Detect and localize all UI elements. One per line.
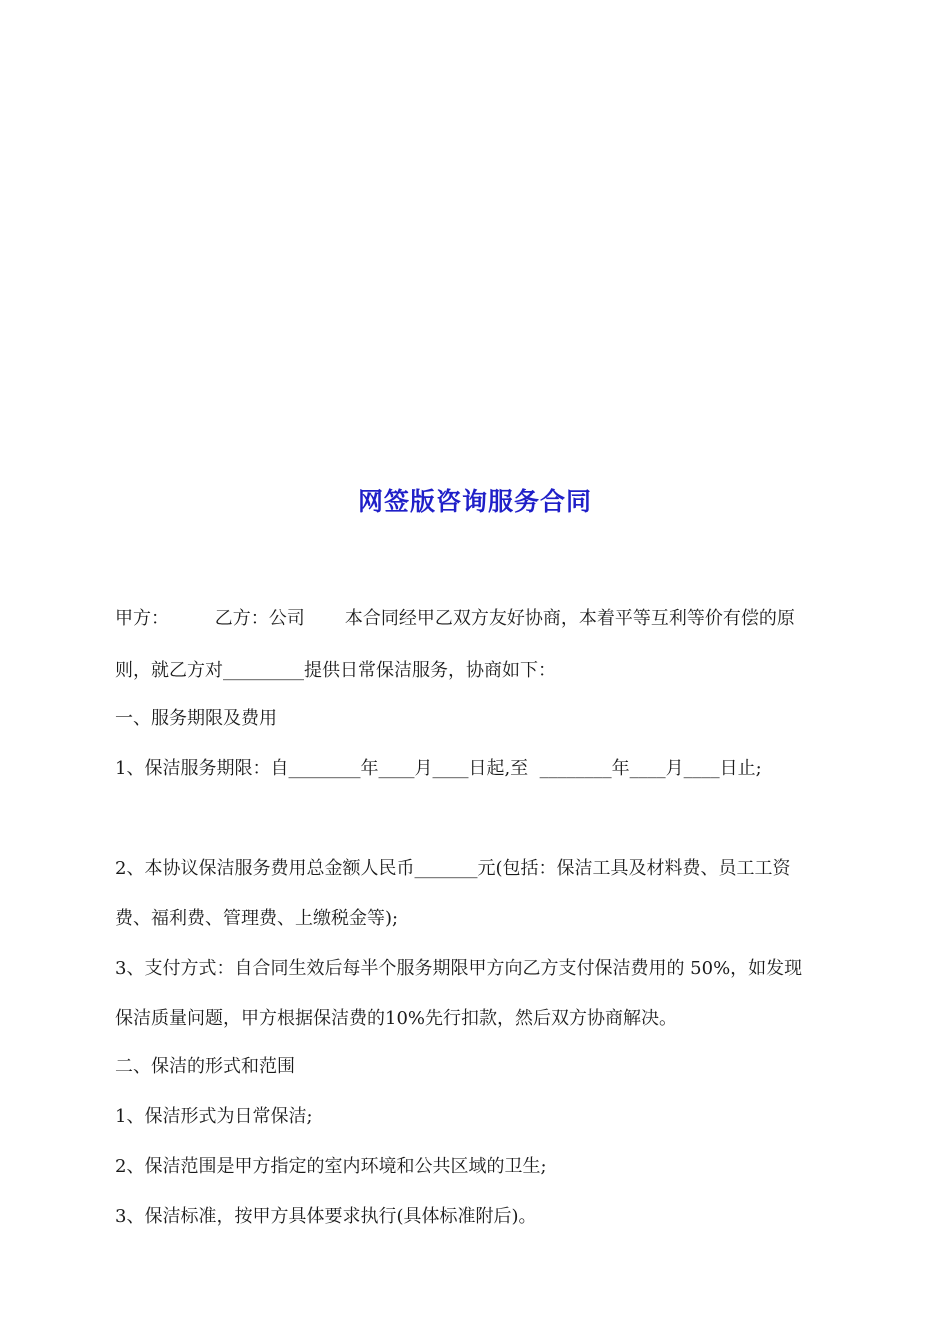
clause-payment-method: 3、支付方式：自合同生效后每半个服务期限甲方向乙方支付保洁费用的 50%，如发现 — [115, 958, 803, 979]
contract-intro-line: 则，就乙方对_________提供日常保洁服务，协商如下： — [115, 660, 556, 681]
clause-service-fee-cont: 费、福利费、管理费、上缴税金等); — [115, 908, 399, 929]
clause-payment-method-cont: 保洁质量问题，甲方根据保洁费的10%先行扣款，然后双方协商解决。 — [115, 1008, 678, 1029]
clause-cleaning-form: 1、保洁形式为日常保洁; — [115, 1106, 313, 1127]
clause-service-fee: 2、本协议保洁服务费用总金额人民币_______元(包括：保洁工具及材料费、员工工资 — [115, 858, 791, 879]
clause-cleaning-scope: 2、保洁范围是甲方指定的室内环境和公共区域的卫生; — [115, 1156, 547, 1177]
page-title: 网签版咨询服务合同 — [357, 487, 592, 516]
section-heading-service-term: 一、服务期限及费用 — [115, 708, 277, 729]
section-heading-cleaning-scope: 二、保洁的形式和范围 — [115, 1056, 295, 1077]
contract-parties-line: 甲方： 乙方：公司 本合同经甲乙双方友好协商，本着平等互利等价有偿的原 — [115, 608, 795, 629]
clause-service-period: 1、保洁服务期限：自________年____月____日起,至 ________年____月____日止; — [115, 758, 762, 779]
clause-cleaning-standard: 3、保洁标准，按甲方具体要求执行(具体标准附后)。 — [115, 1206, 537, 1227]
